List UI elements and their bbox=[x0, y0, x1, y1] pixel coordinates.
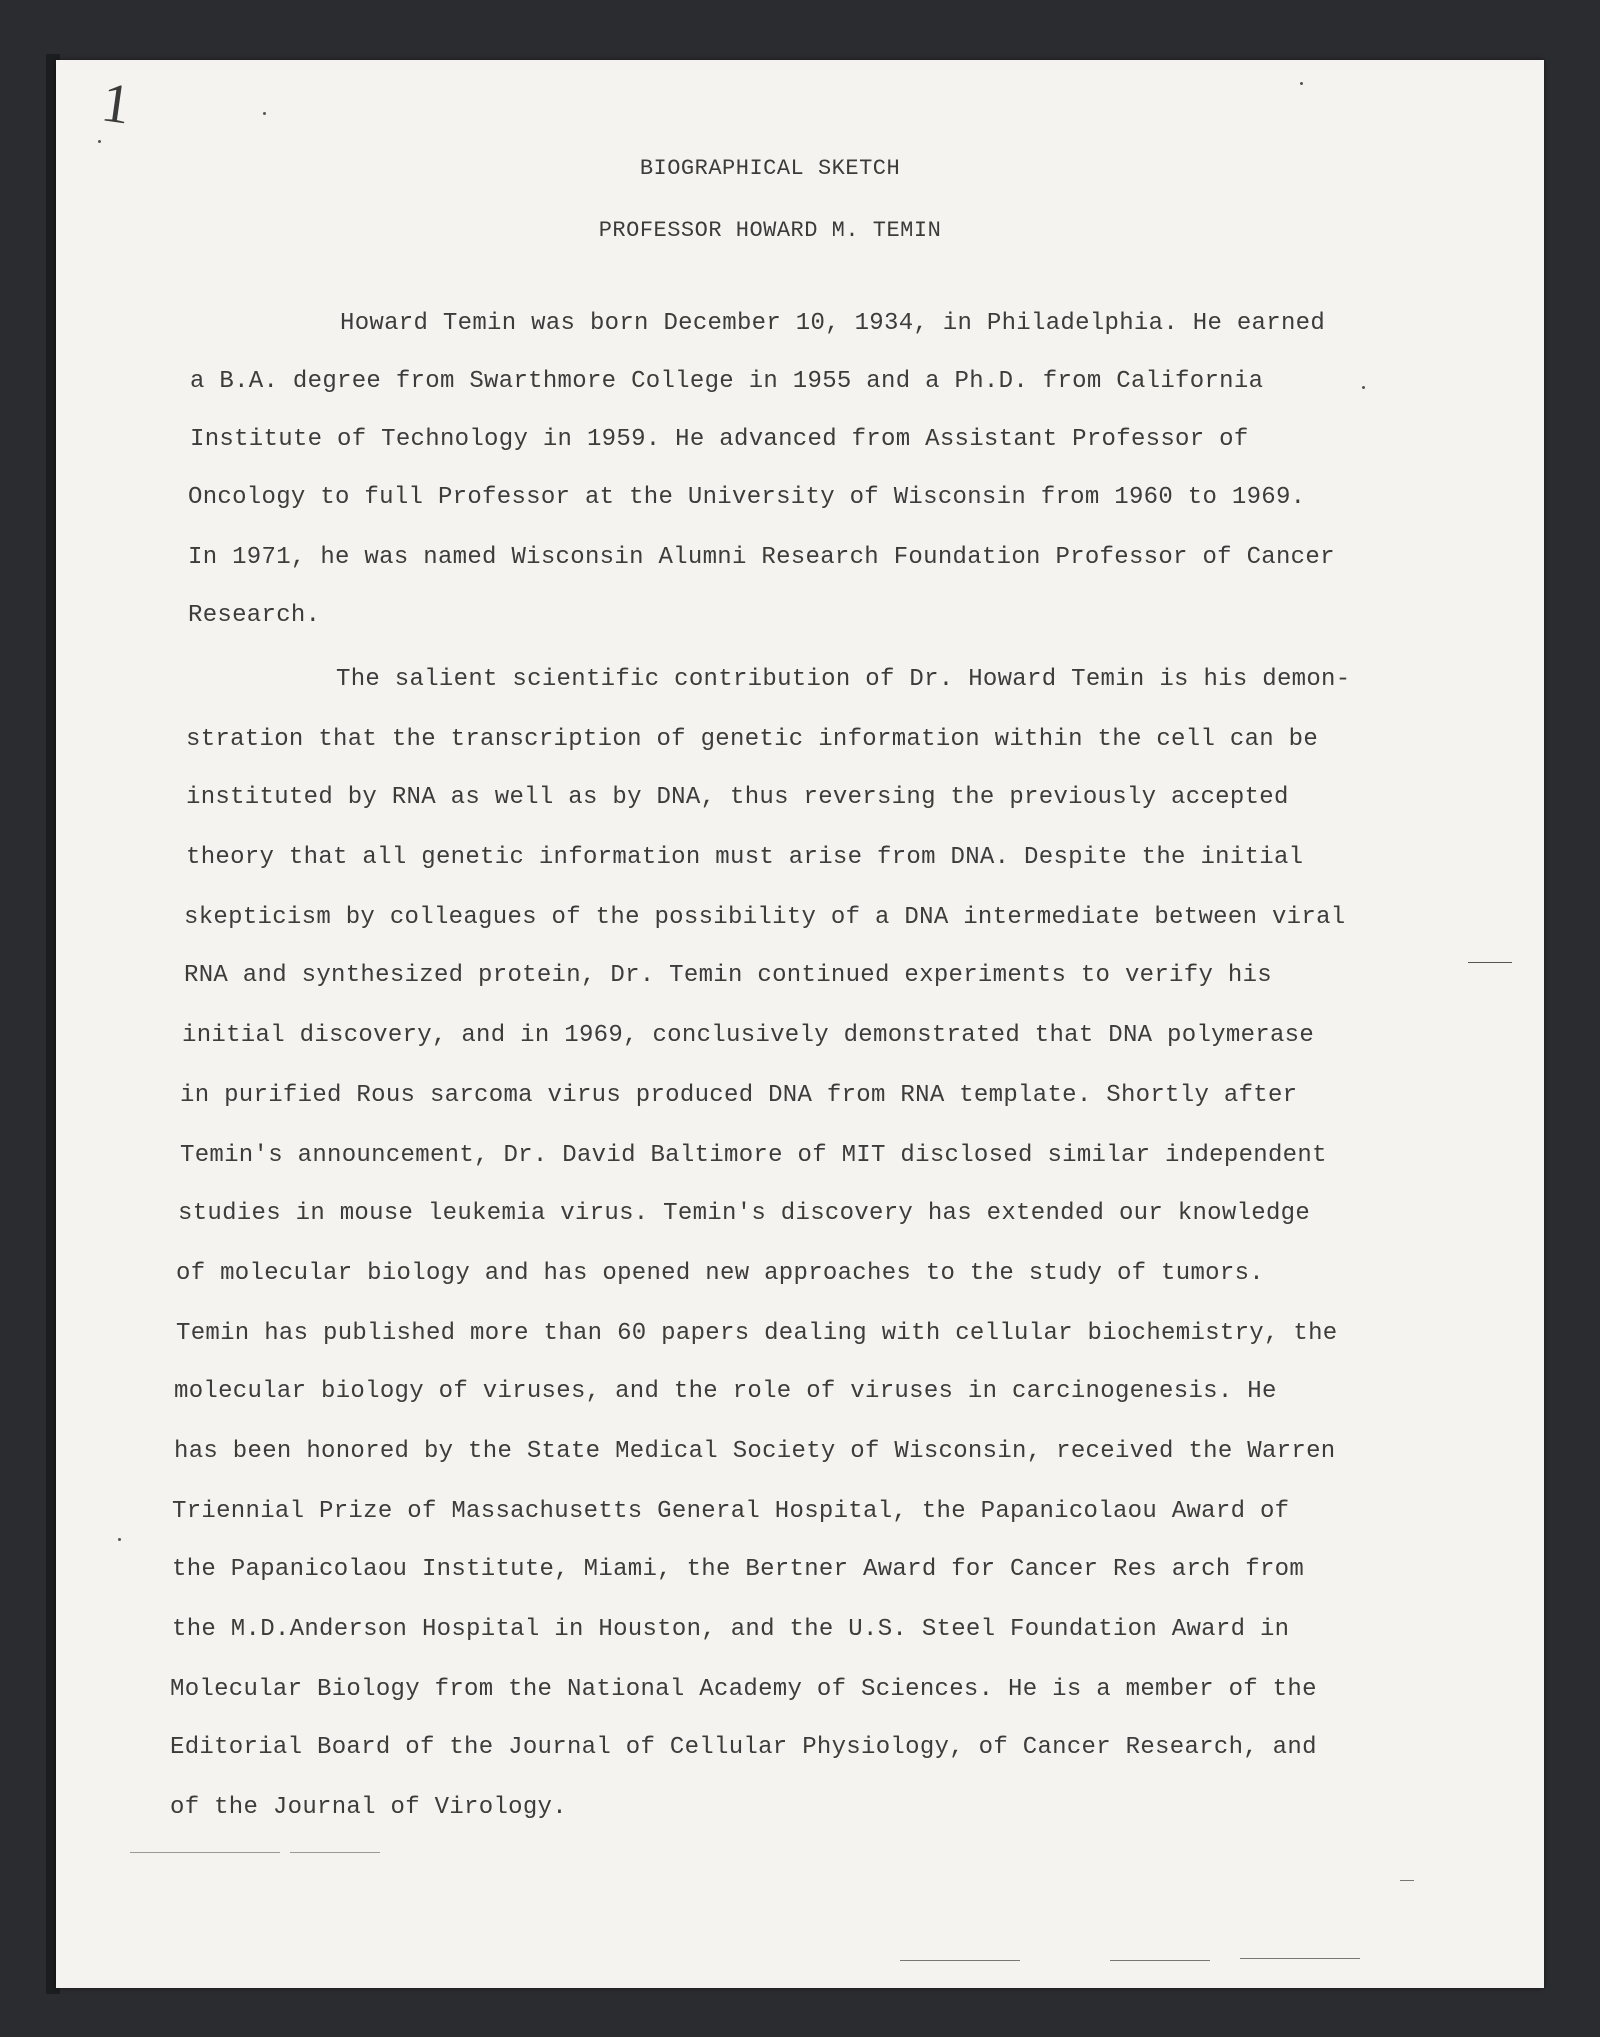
paragraph2-line: of molecular biology and has opened new approaches to the study of tumors. bbox=[176, 1260, 1264, 1287]
paragraph2-line: The salient scientific contribution of Dr. Howard Temin is his demon- bbox=[336, 666, 1351, 693]
scan-dot bbox=[98, 140, 101, 143]
paragraph2-line: Temin has published more than 60 papers dealing with cellular biochemistry, the bbox=[176, 1320, 1338, 1347]
paragraph2-line: Editorial Board of the Journal of Cellular Physiology, of Cancer Research, and bbox=[170, 1734, 1317, 1761]
paragraph2-line: skepticism by colleagues of the possibility of a DNA intermediate between viral bbox=[184, 904, 1346, 931]
paragraph2-line: studies in mouse leukemia virus. Temin's discovery has extended our knowledge bbox=[178, 1200, 1311, 1227]
paragraph2-line: RNA and synthesized protein, Dr. Temin continued experiments to verify his bbox=[184, 962, 1272, 989]
paragraph1-line: Oncology to full Professor at the University of Wisconsin from 1960 to 1969. bbox=[188, 484, 1306, 511]
paragraph2-line: instituted by RNA as well as by DNA, thus reversing the previously accepted bbox=[186, 784, 1289, 811]
scan-mark bbox=[1110, 1960, 1210, 1961]
scan-mark bbox=[1468, 962, 1512, 963]
scan-dot bbox=[1362, 386, 1365, 389]
paragraph2-line: the M.D.Anderson Hospital in Houston, and the U.S. Steel Foundation Award in bbox=[172, 1616, 1290, 1643]
scan-mark bbox=[130, 1852, 280, 1853]
paragraph2-line: Temin's announcement, Dr. David Baltimore of MIT disclosed similar independent bbox=[180, 1142, 1327, 1169]
scan-mark bbox=[1400, 1880, 1414, 1881]
scan-mark bbox=[900, 1960, 1020, 1961]
scan-dot bbox=[1300, 82, 1303, 85]
scan-mark bbox=[290, 1852, 380, 1853]
paragraph2-line: the Papanicolaou Institute, Miami, the Bertner Award for Cancer Res arch from bbox=[172, 1556, 1305, 1583]
scan-mark bbox=[1240, 1958, 1360, 1959]
paragraph2-line: has been honored by the State Medical Society of Wisconsin, received the Warren bbox=[174, 1438, 1336, 1465]
paragraph1-line: a B.A. degree from Swarthmore College in 1955 and a Ph.D. from California bbox=[190, 368, 1264, 395]
paragraph2-line: of the Journal of Virology. bbox=[170, 1794, 567, 1821]
document-subtitle: PROFESSOR HOWARD M. TEMIN bbox=[598, 218, 942, 243]
paragraph2-line: stration that the transcription of genetic information within the cell can be bbox=[186, 726, 1319, 753]
paragraph1-line: Howard Temin was born December 10, 1934, in Philadelphia. He earned bbox=[340, 310, 1326, 337]
page-number: 1 bbox=[97, 71, 135, 137]
scan-dot bbox=[118, 1538, 121, 1541]
paragraph2-line: in purified Rous sarcoma virus produced DNA from RNA template. Shortly after bbox=[180, 1082, 1298, 1109]
paragraph2-line: Molecular Biology from the National Academy of Sciences. He is a member of the bbox=[170, 1676, 1317, 1703]
paragraph1-line: In 1971, he was named Wisconsin Alumni Research Foundation Professor of Cancer bbox=[188, 544, 1335, 571]
paragraph1-line: Institute of Technology in 1959. He advanced from Assistant Professor of bbox=[190, 426, 1249, 453]
paragraph2-line: Triennial Prize of Massachusetts General Hospital, the Papanicolaou Award of bbox=[172, 1498, 1290, 1525]
paragraph2-line: molecular biology of viruses, and the role of viruses in carcinogenesis. He bbox=[174, 1378, 1277, 1405]
paragraph1-line: Research. bbox=[188, 602, 321, 629]
document-title: BIOGRAPHICAL SKETCH bbox=[639, 156, 901, 181]
scan-dot bbox=[263, 112, 266, 115]
paragraph2-line: initial discovery, and in 1969, conclusively demonstrated that DNA polymerase bbox=[182, 1022, 1315, 1049]
paragraph2-line: theory that all genetic information must arise from DNA. Despite the initial bbox=[186, 844, 1304, 871]
